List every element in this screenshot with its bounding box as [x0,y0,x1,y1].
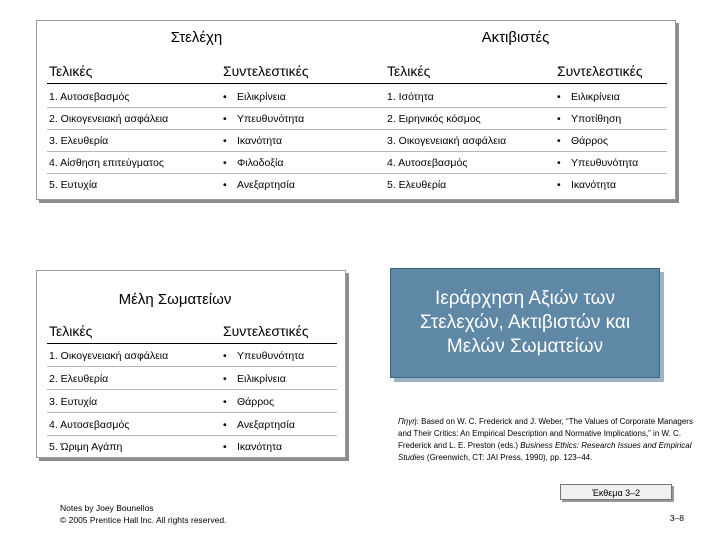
union-terminal-3: 3. Ευτυχία [49,396,98,408]
union-instrumental-1: • Υπευθυνότητα [223,350,304,362]
row-divider [47,107,667,108]
source-citation [398,416,698,464]
union-instrumental-4: • Ανεξαρτησία [223,419,295,431]
activists-terminal-2: 2. Ειρηνικός κόσμος [387,113,481,125]
row-divider [47,366,337,367]
union-instrumental-5: • Ικανότητα [223,441,282,453]
activists-instrumental-header: Συντελεστικές [557,63,643,79]
activists-instrumental-1: • Ειλικρίνεια [557,91,620,103]
row-divider [47,173,667,174]
executives-terminal-3: 3. Ελευθερία [49,135,109,147]
union-terminal-1: 1. Οικογενειακή ασφάλεια [49,350,169,362]
union-terminal-header: Τελικές [49,323,93,339]
activists-instrumental-5: • Ικανότητα [557,179,616,191]
activists-terminal-1: 1. Ισότητα [387,91,434,103]
executives-terminal-5: 5. Ευτυχία [49,179,98,191]
activists-terminal-3: 3. Οικογενειακή ασφάλεια [387,135,507,147]
activists-terminal-4: 4. Αυτοσεβασμός [387,157,468,169]
executives-terminal-4: 4. Αίσθηση επιτεύγματος [49,157,164,169]
source-book-title: Business Ethics: Research Issues and Empirical Studies [398,441,692,462]
union-terminal-5: 5. Ώριμη Αγάπη [49,441,123,453]
activists-instrumental-3: • Θάρρος [557,135,608,147]
exhibit-label: Έκθεμα 3–2 [560,484,672,500]
union-instrumental-3: • Θάρρος [223,396,274,408]
executives-terminal-header: Τελικές [49,63,93,79]
union-instrumental-2: • Ειλικρίνεια [223,373,286,385]
union-panel [36,270,346,458]
executives-instrumental-4: • Φιλοδοξία [223,157,283,169]
union-terminal-4: 4. Αυτοσεβασμός [49,419,130,431]
activists-instrumental-2: • Υποτίθηση [557,113,621,125]
union-instrumental-header: Συντελεστικές [223,323,309,339]
union-title: Μέλη Σωματείων [118,291,232,308]
executives-terminal-2: 2. Οικογενειακή ασφάλεια [49,113,169,125]
union-header-underline [47,343,337,344]
row-divider [47,129,667,130]
main-title: Ιεράρχηση Αξιών των Στελεχών, Ακτιβιστών και Μελών Σωματείων [419,288,631,357]
row-divider [47,389,337,390]
executives-title: Στελέχη [170,29,223,46]
main-title-box [390,268,660,378]
activists-title: Ακτιβιστές [481,29,550,46]
executives-instrumental-header: Συντελεστικές [223,63,309,79]
activists-terminal-5: 5. Ελευθερία [387,179,447,191]
executives-terminal-1: 1. Αυτοσεβασμός [49,91,130,103]
notes-copyright: © 2005 Prentice Hall Inc. All rights reserved. [60,515,227,525]
activists-terminal-header: Τελικές [387,63,431,79]
executives-instrumental-2: • Υπευθυνότητα [223,113,304,125]
source-text-2: (Greenwich, CT: JAI Press, 1990), pp. 123–44. [424,453,593,462]
notes-author: Notes by Joey Bounellos [60,503,154,513]
header-underline [47,83,667,84]
union-terminal-2: 2. Ελευθερία [49,373,109,385]
page-number: 3–8 [669,513,684,523]
row-divider [47,151,667,152]
source-label: Πηγή [398,417,417,426]
activists-instrumental-4: • Υπευθυνότητα [557,157,638,169]
source-text-1: : Based on W. C. Frederick and J. Weber, “The Values of Corporate Managers and Their Critics: An Empirical Description and Normative Implications,” in W. C. Frederick and L. E. Preston (eds.) [398,417,693,450]
executives-instrumental-5: • Ανεξαρτησία [223,179,295,191]
executives-instrumental-1: • Ειλικρίνεια [223,91,286,103]
row-divider [47,435,337,436]
footer-notes [60,502,226,526]
executives-activists-panel [36,20,676,200]
row-divider [47,412,337,413]
executives-instrumental-3: • Ικανότητα [223,135,282,147]
